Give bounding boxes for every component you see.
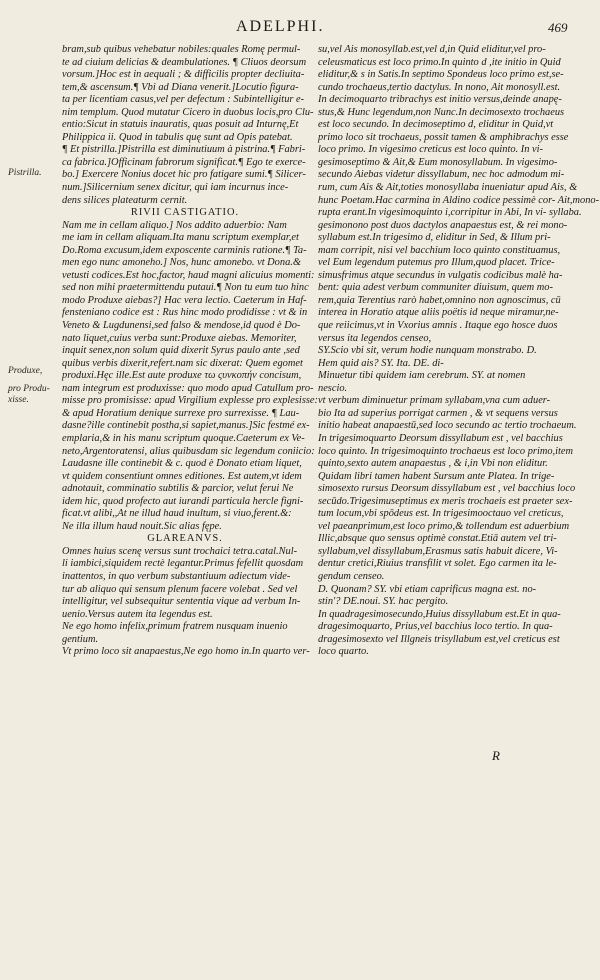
text-line: initio habeat anapaestū,sed loco secundo ac tertio trochaeum.: [318, 420, 577, 432]
text-line: Minuetur tibi quidem iam cerebrum. SY. at nomen: [318, 370, 526, 382]
text-line: tum locum,vbi spōdeus est. In trigesimooctauo vel creticus,: [318, 508, 564, 520]
text-line: Vt primo loco sit anapaestus,Ne ego homo in.In quarto ver-: [62, 646, 310, 658]
text-line: te ad ciuium delicias & deambulationes. ¶ Cliuos deorsum: [62, 56, 307, 68]
text-line: sed non mihi praetermittendu putaui.¶ Non tu eum tuo hinc: [62, 282, 309, 294]
text-line: Ne ego homo infelix,primum fratrem nusquam inuenio: [62, 621, 288, 633]
text-line: cundo trochaeus,tertio dactylus. In nono, Ait monosyll.est.: [318, 81, 561, 93]
text-line: rupta erant.In vigesimoquinto i,corripitur in Abi, In vi- syllaba.: [318, 207, 582, 219]
text-line: idem hic, quod profecto aut iurandi particula hercle figni-: [62, 495, 304, 507]
text-line: secundo Aiebas videtur dissyllabum, nec hoc admodum mi-: [318, 169, 565, 181]
text-line: stus,& Hunc legendum,non Nunc.In decimosexto trochaeus: [318, 106, 565, 118]
text-line: vt quidem consentiunt omnes editiones. Est autem,vt idem: [62, 470, 302, 482]
text-line: In decimoquarto tribrachys est initio versus,deinde anapę-: [318, 94, 562, 106]
text-line: Hem quid ais? SY. Ita. DE. di-: [318, 357, 444, 369]
text-line: Veneto & Lugdunensi,sed falso & mendose,id quod è Do-: [62, 320, 301, 332]
text-line: nato liquet,cuius verba sunt:Produxe aiebas. Memoriter,: [62, 332, 297, 344]
text-line: vorsum.]Hoc est in aequali ; & difficilis propter decliuita-: [62, 69, 305, 81]
text-line: vel Eum legendum putemus pro Illum,quod placet. Trice-: [318, 257, 555, 269]
text-line: entio:Sicut in statuis inauratis, quas posuit ad Inturnę,Et: [62, 119, 299, 131]
text-line: Illic,absque quo sensus optimè constat.Etiā autem vel tri-: [318, 533, 557, 545]
text-line: RIVII CASTIGATIO.: [130, 207, 240, 219]
text-line: Do.Roma excusum,idem exposcente carminis ratione.¶ Ta-: [62, 244, 307, 256]
text-line: interea in Horatio atque aliis poëtis id neque miramur,ne-: [318, 307, 559, 319]
margin-note-produxe: Produxe,: [8, 366, 43, 376]
text-line: loco quarto.: [318, 646, 369, 658]
text-line: ¶ Et pistrilla.]Pistrilla est diminutiuum à pistrina.¶ Fabri-: [62, 144, 306, 156]
text-line: men ego nunc amoneho.] Nos, hunc amonebo. vt Dona.&: [62, 257, 301, 269]
right-text-column: [318, 44, 600, 659]
text-line: tur ab aliquo qui sensum plenum facere volebat . Sed vel: [62, 583, 298, 595]
text-line: gentium.: [62, 633, 99, 645]
text-line: hunc Poetam.Hac carmina in Aldino codice pessimè cor- Ait,mono-: [318, 194, 600, 206]
text-line: Laudasne ille continebit & c. quod è Donato etiam liquet,: [62, 458, 302, 470]
text-line: loco quinto. In trigesimoquinto trochaeus est loco primo,item: [318, 445, 574, 457]
text-line: Quidam libri tamen habent Sursum ante Platea. In trige-: [318, 470, 555, 482]
text-line: syllabum est.In trigesimo d, eliditur in Sed, & Illum pri-: [318, 232, 551, 244]
text-line: nim templum. Quod mutatur Cicero in duobus locis,pro Clu-: [62, 106, 314, 118]
text-line: ficat.vt alibi,,At ne illud haud inultum, si viuo,ferent.&:: [62, 508, 292, 520]
text-line: bo.] Exercere Nonius docet hic pro fatigare sumi.¶ Silicer-: [62, 169, 306, 181]
text-line: Nam me in cellam aliquo.] Nos addito aduerbio: Nam: [62, 219, 287, 231]
text-line: uenio.Versus autem ita legendus est.: [62, 608, 213, 620]
text-line: nam integrum est produxisse: quo modo apud Catullum pro-: [62, 382, 314, 394]
text-line: dragesimosexto vel Illgneis trisyllabum est,vel creticus est: [318, 633, 560, 645]
text-line: modo Produxe aiebas?] Hac vera lectio. Caeterum in Haf-: [62, 294, 307, 306]
text-line: est loco secundo. In decimoseptimo d, eliditur in Quid,vt: [318, 119, 554, 131]
text-line: stin'? DE.noui. SY. hac pergito.: [318, 596, 449, 608]
text-line: vetusti codices.Est hoc,factor, haud magni alicuius momenti:: [62, 269, 315, 281]
text-line: syllabum,vel dissyllabum,Erasmus satis habuit dicere, Vi-: [318, 545, 558, 557]
text-line: adnotauit, comminatio subtilis & parcior, velut ferui Ne: [62, 483, 294, 495]
margin-note-pistrilla: Pistrilla.: [8, 168, 42, 178]
text-line: Ne illa illum haud nouit.Sic alias fępe.: [62, 520, 222, 532]
text-line: vel paeanprimum,est loco primo,& tollendum est aduerbium: [318, 520, 570, 532]
text-line: produxi.Hęc ille.Est aute produxe τω ςυνκοπήν concisum,: [62, 370, 302, 382]
text-line: inattentos, in quo verbum substantiuum adiectum vide-: [62, 570, 291, 582]
text-line: bent: quia adest verbum communiter diuisum, quem mo-: [318, 282, 553, 294]
text-line: bio Ita ad superius porrigat carmen , & vt sequens versus: [318, 407, 558, 419]
text-line: dens silices plateaturm cernit.: [62, 194, 188, 206]
text-line: gesimoseptimo & Ait,& Eum monosyllabum. In vigesimo-: [318, 156, 558, 168]
text-line: mam corripit, nisi vel bacchium loco quinto constituamus,: [318, 244, 561, 256]
left-text-column: [62, 44, 318, 659]
text-line: Omnes huius scenę versus sunt trochaici tetra.catal.Nul-: [62, 545, 298, 557]
text-line: ta per licentiam casus,vel per defectum : Subintelligitur e-: [62, 94, 305, 106]
text-line: neto,Argentoratensi, alius quibusdam sic legendum coniicio:: [62, 445, 315, 457]
text-line: dragesimoquarto, Prius,vel bacchius loco tertio. In qua-: [318, 621, 553, 633]
text-line: secūdo.Trigesimuseptimus ex meris trochaeis est praeter sex-: [318, 495, 573, 507]
text-line: gendum censeo.: [318, 570, 385, 582]
text-line: dasne?ille continebit postha,si sapiet,manus.]Sic festmé ex-: [62, 420, 310, 432]
text-line: SY.Scio vbi sit, verum hodie nunquam monstrabo. D.: [318, 345, 537, 357]
text-line: eliditur,& s in Satis.In septimo Spondeus loco primo est,se-: [318, 69, 564, 81]
text-line: emplaria,& in his manu scriptum quoque.Caeterum ex Ve-: [62, 432, 305, 444]
text-line: versus ita legendos censeo,: [318, 332, 432, 344]
text-line: nescio.: [318, 382, 348, 394]
text-line: rum, cum Ais & Ait,toties monosyllaba inueniatur apud Ais, &: [318, 182, 578, 194]
text-line: ca fabrica.]Officinam fabrorum significat.¶ Ego te exerce-: [62, 156, 306, 168]
text-line: simosexto rursus Deorsum dissyllabum est , vel bacchius loco: [318, 483, 576, 495]
text-line: misse pro promisisse: apud Virgilium explesse pro explesisse:: [62, 395, 318, 407]
text-line: Philippica ii. Quod in tabulis quę sunt ad Opis patebat.: [62, 131, 293, 143]
text-line: gesimonono post duos dactylos anapaestus est, & rei mono-: [318, 219, 568, 231]
text-line: In trigesimoquarto Deorsum dissyllabum est , vel bacchius: [318, 432, 563, 444]
text-line: que reiicimus,vt in Vxorius amnis . Itaque ego hosce duos: [318, 320, 558, 332]
margin-note-pro-produxisse: pro Produ- xisse.: [8, 384, 50, 405]
text-line: num.]Silicernium senex dicitur, qui iam incurnus ince-: [62, 182, 289, 194]
text-line: celeusmaticus est loco primo.In quinto d ,ite initio in Quid: [318, 56, 561, 68]
text-line: li iambici,siquidem rectè legantur.Primus fefellit quosdam: [62, 558, 304, 570]
catchword: R: [492, 748, 500, 763]
text-line: simusfrimus atque secundus in vulgatis codicibus malè ha-: [318, 269, 563, 281]
text-line: loco primo. In vigesimo creticus est loco quinto. In vi-: [318, 144, 543, 156]
text-line: quibus verbis dixerit,refert.nam sic dixerat: Quem egomet: [62, 357, 303, 369]
running-title: ADELPHI.: [236, 18, 325, 35]
text-line: fensteniano codice est : Rus hinc modo prodidisse : vt & in: [62, 307, 308, 319]
text-line: inquit senex,non solum quid dixerit Syrus paulo ante ,sed: [62, 345, 300, 357]
page-number: 469: [548, 20, 568, 35]
text-line: dentur cretici,Riuius transfilit vt solet. Ego carmen ita le-: [318, 558, 557, 570]
text-line: D. Quonam? SY. vbi etiam caprificus magna est. no-: [318, 583, 537, 595]
text-line: quinto,sexto autem anapaestus , & i,in Vbi non eliditur.: [318, 458, 548, 470]
text-line: vt verbum diminuetur primam syllabam,vna cum aduer-: [318, 395, 551, 407]
text-line: primo loco sit trochaeus, possit tamen & amphibrachys esse: [318, 131, 569, 143]
text-line: & apud Horatium denique surrexe pro surrexisse. ¶ Lau-: [62, 407, 300, 419]
text-line: bram,sub quibus vehebatur nobiles:quales Romę permul-: [62, 44, 301, 55]
text-line: rem,quia Terentius rarò habet,omnino non agnoscimus, cū: [318, 294, 561, 306]
text-line: GLAREANVS.: [147, 533, 223, 545]
text-line: me iam in cellam aliquam.Ita manu scriptum exemplar,et: [62, 232, 299, 244]
text-line: In quadragesimosecundo,Huius dissyllabum est.Et in qua-: [318, 608, 561, 620]
text-line: su,vel Ais monosyllab.est,vel d,in Quid eliditur,vel pro-: [318, 44, 546, 55]
text-line: intelligitur, vel subsequitur sententia vique ad verbum In-: [62, 596, 301, 608]
text-line: tem,& ascensum.¶ Vbi ad Diana venerit.]Locutio figura-: [62, 81, 299, 93]
